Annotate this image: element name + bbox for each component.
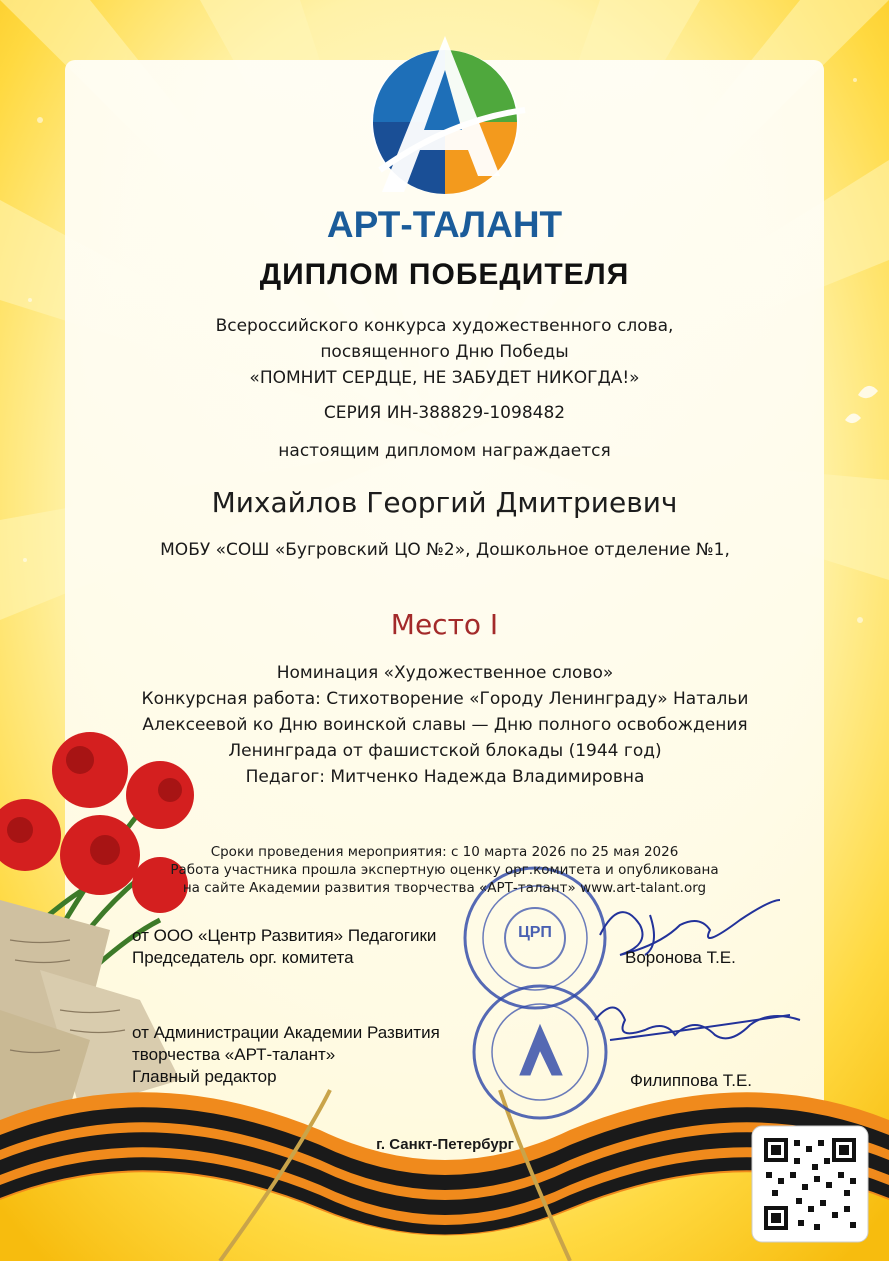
signatory-2-org-line-2: творчества «АРТ-талант»: [132, 1045, 336, 1064]
awarded-text: настоящим дипломом награждается: [278, 441, 611, 461]
recipient-organization: МОБУ «СОШ «Бугровский ЦО №2», Дошкольное отделение №1,: [160, 540, 730, 560]
recipient-name: Михайлов Георгий Дмитриевич: [211, 486, 678, 519]
city: г. Санкт-Петербург: [376, 1136, 514, 1153]
dates-line-1: Сроки проведения мероприятия: с 10 марта 2026 по 25 мая 2026: [210, 844, 679, 860]
teacher: Педагог: Митченко Надежда Владимировна: [245, 767, 645, 787]
contest-line-1: Всероссийского конкурса художественного слова,: [215, 316, 674, 336]
contest-line-2: посвященного Дню Победы: [320, 342, 569, 362]
nomination: Номинация «Художественное слово»: [276, 663, 614, 683]
stamp-crp-label: ЦРП: [518, 924, 552, 941]
dates-line-2: Работа участника прошла экспертную оценку орг.комитета и опубликована: [170, 862, 719, 878]
signatory-2-block: [132, 1022, 440, 1088]
place-award: Место I: [390, 608, 499, 641]
contest-line-3: «ПОМНИТ СЕРДЦЕ, НЕ ЗАБУДЕТ НИКОГДА!»: [249, 368, 640, 388]
diploma-title: ДИПЛОМ ПОБЕДИТЕЛЯ: [259, 258, 630, 291]
signatory-2-role: Главный редактор: [132, 1067, 277, 1086]
work-details: [130, 660, 760, 790]
event-dates: [0, 843, 889, 897]
signatory-1-role: Председатель орг. комитета: [132, 948, 354, 967]
competition-entry: Конкурсная работа: Стихотворение «Городу Ленинграду» Натальи Алексеевой ко Дню воинской славы — Дню полного освобождения Ленинграда от фашистской блокады (1944 год): [141, 689, 749, 761]
signatory-2-name: Филиппова Т.Е.: [630, 1071, 753, 1090]
contest-description: [0, 313, 889, 391]
signatory-2-org-line-1: от Администрации Академии Развития: [132, 1023, 440, 1042]
signatory-1-org: от ООО «Центр Развития» Педагогики: [132, 926, 437, 945]
signatory-1-block: [132, 925, 436, 969]
dates-line-3: на сайте Академии развития творчества «АРТ-талант» www.art-talant.org: [182, 880, 707, 896]
series-number: СЕРИЯ ИН-388829-1098482: [323, 403, 566, 423]
signatory-1-name: Воронова Т.Е.: [625, 948, 736, 967]
brand-name: АРТ-ТАЛАНТ: [326, 204, 563, 245]
qr-code: [752, 1126, 868, 1242]
